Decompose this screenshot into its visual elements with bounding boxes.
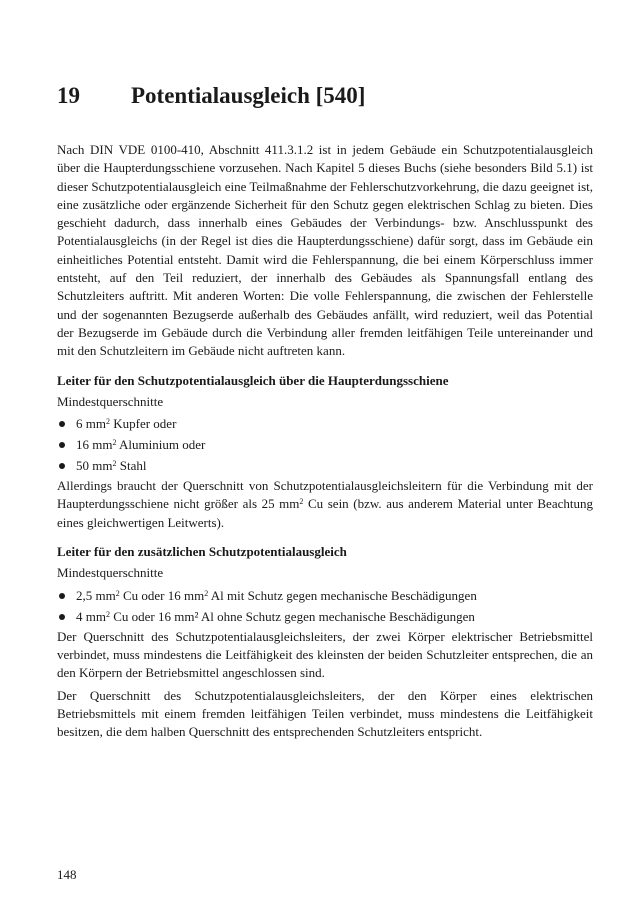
body-text (57, 141, 593, 741)
chapter-number: 19 (57, 83, 80, 109)
section-heading-main-bonding: Leiter für den Schutzpotentialausgleich über die Haupterdungsschiene (57, 372, 449, 388)
min-cross-section-label: Mindestquerschnitte (57, 565, 164, 581)
paragraph-two-bodies: Der Querschnitt des Schutzpotentialausgleichsleiters, der zwei Körper elektrischer Betriebsmittel verbindet, muss mindestens die Leitfähigkeit des kleinsten der beiden Schutzleiter entsprechen, die an den Körpern der Betriebsmittel angeschlossen sind. (57, 628, 593, 681)
list-item: 6 $mm^2$ Kupfer oder (57, 413, 593, 434)
bullet-list-supplementary-bonding (57, 585, 593, 627)
list-item: 16 $mm^2$ Aluminium oder (57, 434, 593, 455)
paragraph-extraneous-part: Der Querschnitt des Schutzpotentialausgleichsleiters, der den Körper eines elektrischen Betriebsmittels mit einem fremden leitfähigen Teilen verbindet, muss mindestens die Leitfähigkeit besitzen, die dem halben Querschnitt des entsprechenden Schutzleiters entspricht. (57, 687, 593, 740)
bullet-list-main-bonding (57, 413, 593, 476)
note-paragraph: Allerdings braucht der Querschnitt von Schutzpotentialausgleichsleitern für die Verbindung mit der Haupterdungsschiene nicht größer als 25 $mm^2$ Cu sein (bzw. aus anderem Material unter Beachtung eines gleichwertigen Leitwerts). (57, 478, 593, 530)
chapter-title: Potentialausgleich [540] (131, 83, 366, 109)
list-item: 2,5 $mm^2$ Cu oder 16 $mm^2$ Al mit Schutz gegen mechanische Beschädigungen (57, 585, 593, 606)
list-item: 4 $mm^2$ Cu oder 16 mm² Al ohne Schutz gegen mechanische Beschädigungen (57, 606, 593, 627)
page-number: 148 (57, 867, 77, 882)
section-heading-supplementary-bonding: Leiter für den zusätzlichen Schutzpotentialausgleich (57, 544, 347, 560)
list-item: 50 $mm^2$ Stahl (57, 455, 593, 476)
chapter-heading (57, 81, 597, 111)
min-cross-section-label: Mindestquerschnitte (57, 393, 164, 409)
intro-paragraph: Nach DIN VDE 0100-410, Abschnitt 411.3.1.2 ist in jedem Gebäude ein Schutzpotentialausgleich über die Haupterdungsschiene vorzusehen. Nach Kapitel 5 dieses Buchs (siehe besonders Bild 5.1) ist dieser Schutzpotentialausgleich eine Teilmaßnahme der Fehlerschutzvorkehrung, die dazu geeignet ist, eine zusätzliche oder ergänzende Sicherheit für den Schutz gegen elektrischen Schlag zu bieten. Dies geschieht dadurch, dass innerhalb eines Gebäudes der Verbindungs- bzw. Anschlusspunkt des Potentialausgleichs (in der Regel ist dies die Haupterdungsschiene) dafür sorgt, dass im Gebäude ein einheitliches Potential entsteht. Damit wird die Fehlerspannung, die bei einem Körperschluss immer entsteht, auf den Teil reduziert, der innerhalb des Gebäudes als Spannungsfall entlang des Schutzleiters auftritt. Mit anderen Worten: Die volle Fehlerspannung, die zwischen der Fehlerstelle und der sogenannten Bezugserde außerhalb des Gebäudes anfällt, wird reduziert, weil das Potential der Bezugserde im Gebäude durch die Verbindung aller fremden leitfähigen Teile untereinander und mit den Schutzleitern im Gebäude nicht auftreten kann. (57, 142, 593, 359)
